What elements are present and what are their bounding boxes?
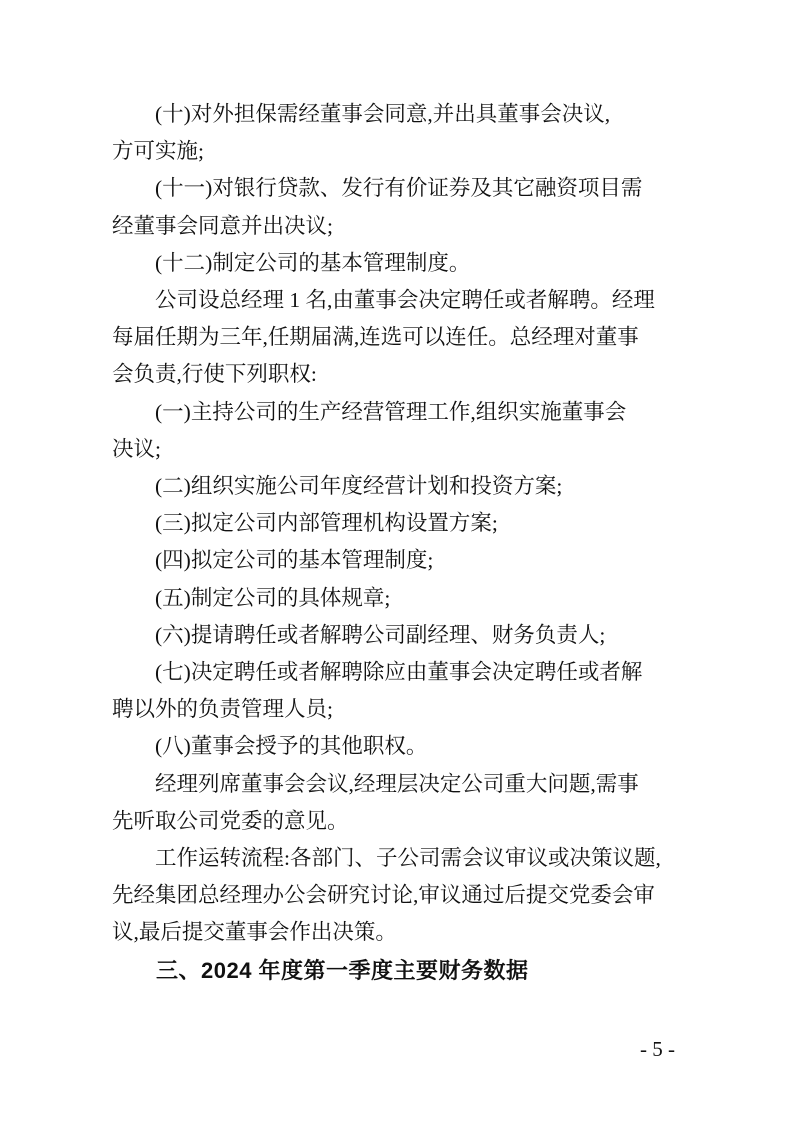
text-line: (七)决定聘任或者解聘除应由董事会决定聘任或者解 xyxy=(155,660,643,685)
text-line: (三)拟定公司内部管理机构设置方案; xyxy=(155,511,498,536)
section-heading: 三、2024 年度第一季度主要财务数据 xyxy=(156,957,529,983)
text-line: (五)制定公司的具体规章; xyxy=(155,585,391,610)
text-line: (八)董事会授予的其他职权。 xyxy=(155,734,428,759)
text-line: 每届任期为三年,任期届满,连选可以连任。总经理对董事 xyxy=(112,325,639,350)
text-line: 先经集团总经理办公会研究讨论,审议通过后提交党委会审 xyxy=(112,883,655,908)
text-line: (十一)对银行贷款、发行有价证券及其它融资项目需 xyxy=(155,176,643,201)
text-line: 工作运转流程:各部门、子公司需会议审议或决策议题, xyxy=(155,846,661,871)
text-line: 议,最后提交董事会作出决策。 xyxy=(112,920,397,945)
text-line: 经理列席董事会会议,经理层决定公司重大问题,需事 xyxy=(155,771,639,796)
text-line: 公司设总经理 1 名,由董事会决定聘任或者解聘。经理 xyxy=(155,288,655,313)
text-line: 聘以外的负责管理人员; xyxy=(112,697,333,722)
text-line: (十)对外担保需经董事会同意,并出具董事会决议, xyxy=(155,102,611,126)
text-line: 方可实施; xyxy=(112,139,204,164)
text-line: 会负责,行使下列职权: xyxy=(112,362,317,387)
text-line: 决议; xyxy=(112,436,161,461)
text-line: (十二)制定公司的基本管理制度。 xyxy=(155,250,471,275)
text-line: (四)拟定公司的基本管理制度; xyxy=(155,548,434,573)
text-line: 经董事会同意并出决议; xyxy=(112,213,333,238)
page-number: - 5 - xyxy=(640,1037,675,1061)
text-line: (六)提请聘任或者解聘公司副经理、财务负责人; xyxy=(155,622,606,647)
text-line: 先听取公司党委的意见。 xyxy=(112,808,349,833)
text-line: (一)主持公司的生产经营管理工作,组织实施董事会 xyxy=(155,399,627,424)
document-body xyxy=(112,96,682,989)
text-line: (二)组织实施公司年度经营计划和投资方案; xyxy=(155,474,563,499)
